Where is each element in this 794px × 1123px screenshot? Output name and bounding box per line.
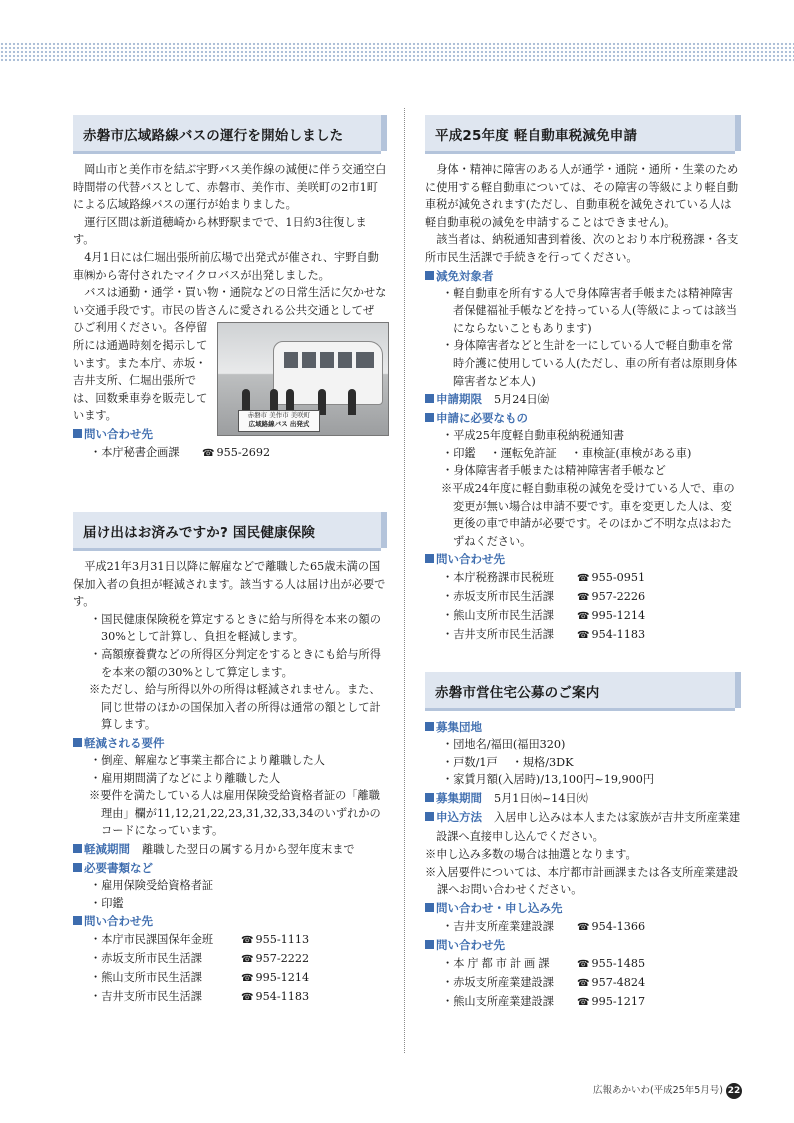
contact-row: ・本庁都市計画課 ☎ 955-1485 xyxy=(425,954,741,973)
bus-departure-photo xyxy=(217,322,389,436)
square-bullet-icon xyxy=(425,793,434,802)
housing-group-item: ・家賃月額(入居時)/13,100円~19,900円 xyxy=(442,773,655,787)
right-column xyxy=(425,115,741,1011)
period-text: 5月1日㈬~14日㈫ xyxy=(494,792,588,806)
tel-number: 954-1183 xyxy=(255,990,310,1004)
square-bullet-icon xyxy=(425,940,434,949)
square-bullet-icon xyxy=(425,812,434,821)
label-text: 申請期限 xyxy=(436,392,482,407)
tel-number: 995-1217 xyxy=(591,994,646,1008)
square-bullet-icon xyxy=(425,554,434,563)
square-bullet-icon xyxy=(425,413,434,422)
contact-name: 熊山支所産業建設課 xyxy=(453,994,554,1008)
bullet-text: 雇用期間満了などにより離職した人 xyxy=(101,771,281,785)
bullet-text: 平成25年度軽自動車税納税通知書 xyxy=(453,429,625,443)
housing-group-label xyxy=(425,718,741,736)
phone-icon: ☎ xyxy=(241,992,254,1004)
housing-inquiry-label xyxy=(425,936,741,954)
tax-inquiry-label xyxy=(425,550,741,568)
health-note-2: ※要件を満たしている人は雇用保険受給資格者証の「離職理由」欄が11,12,21,22,23,31,32,33,34のいずれかのコードになっています。 xyxy=(89,789,381,838)
tax-need-label xyxy=(425,409,741,427)
tel-number: 955-0951 xyxy=(591,571,646,585)
bus-paragraph-4b: ひご利用ください。各停留所には通過時刻を掲示しています。また本庁、赤坂・吉井支所、仁堀出張所では、回数乗車券を販売しています。 xyxy=(73,321,208,423)
bullet-text: 印鑑 xyxy=(453,446,476,460)
contact-name: 赤坂支所産業建設課 xyxy=(453,975,554,989)
bus-window xyxy=(320,352,334,368)
tax-target-bullet: ・軽自動車を所有する人で身体障害者手帳または精神障害者保健福祉手帳などを持っている人(等級によっては該当にならないこともあります) xyxy=(442,286,738,335)
contact-tel xyxy=(577,917,645,937)
label-text: 問い合わせ先 xyxy=(84,426,153,441)
phone-icon: ☎ xyxy=(241,973,254,985)
contact-tel xyxy=(241,968,309,988)
contact-row: ・吉井支所産業建設課 ☎ 954-1366 xyxy=(425,917,741,936)
tel-number: 957-2222 xyxy=(255,952,310,966)
contact-name: 赤坂支所市民生活課 xyxy=(101,952,202,966)
contact-tel xyxy=(577,954,645,974)
deadline-text: 5月24日㈮ xyxy=(494,393,549,407)
housing-note-2: ※入居要件については、本庁都市計画課または各支所産業建設課へお問い合わせください。 xyxy=(425,865,739,897)
tax-target-bullet: ・身体障害者などと生計を一にしている人で軽自動車を常時介護に使用している人(ただし、車の所有者は原則身体障害者など本人) xyxy=(442,339,738,388)
contact-name: 本庁都市計画課 xyxy=(453,956,553,970)
page-number: 22 xyxy=(726,1083,742,1099)
bus-paragraph-3: 4月1日には仁堀出張所前広場で出発式が催され、宇野自動車㈱から寄付されたマイクロバスが出発しました。 xyxy=(73,250,379,282)
contact-tel xyxy=(577,568,645,588)
page-footer xyxy=(593,1082,742,1099)
tel-number: 957-4824 xyxy=(591,975,646,989)
bullet-text: 家賃月額(入居時)/13,100円~19,900円 xyxy=(453,773,655,787)
tel-number: 995-1214 xyxy=(591,609,646,623)
health-paragraph-1: 平成21年3月31日以降に解雇などで離職した65歳未満の国保加入者の負担が軽減されます。該当する人は届け出が必要です。 xyxy=(73,560,386,609)
contact-tel xyxy=(241,987,309,1007)
bullet-text: 雇用保険受給資格者証 xyxy=(101,878,214,892)
footer-publication: 広報あかいわ(平成25年5月号) xyxy=(592,1085,723,1096)
square-bullet-icon xyxy=(425,722,434,731)
contact-name: 吉井支所市民生活課 xyxy=(101,990,202,1004)
contact-row: ・熊山支所市民生活課 ☎ 995-1214 xyxy=(425,606,741,625)
bus-section-title: 赤磐市広域路線バスの運行を開始しました xyxy=(83,128,344,144)
tax-target-label xyxy=(425,267,741,285)
health-section-title: 届け出はお済みですか? 国民健康保険 xyxy=(83,525,316,541)
housing-period-label xyxy=(425,789,741,808)
label-text: 募集期間 xyxy=(436,791,482,806)
contact-tel xyxy=(241,930,309,950)
phone-icon: ☎ xyxy=(577,573,590,585)
bus-section xyxy=(73,115,387,470)
contact-row: ・熊山支所市民生活課 ☎ 995-1214 xyxy=(73,968,387,987)
tax-deadline-label xyxy=(425,390,741,409)
bullet-text: 規格/3DK xyxy=(522,755,574,769)
left-column xyxy=(73,115,387,1006)
tax-need-item: ・平成25年度軽自動車税納税通知書 xyxy=(442,429,625,443)
top-dotted-band xyxy=(0,42,794,62)
contact-tel xyxy=(241,949,309,969)
health-inquiry-label xyxy=(73,912,387,930)
tel-number: 954-1366 xyxy=(591,919,646,933)
bus-paragraph-4a: バスは通勤・通学・買い物・通院などの日常生活に欠かせない交通手段です。市民の皆さんに愛される公共交通としてぜ xyxy=(73,286,387,317)
ceremony-banner xyxy=(238,410,320,432)
bullet-text: 団地名/福田(福田320) xyxy=(453,738,566,752)
bullet-text: 倒産、解雇など事業主都合により離職した人 xyxy=(101,753,325,767)
tel-number: 955-1113 xyxy=(255,933,310,947)
contact-row: ・熊山支所産業建設課 ☎ 995-1217 xyxy=(425,992,741,1011)
phone-icon: ☎ xyxy=(577,977,590,989)
contact-row: ・赤坂支所市民生活課 ☎ 957-2222 xyxy=(73,949,387,968)
phone-icon: ☎ xyxy=(241,954,254,966)
square-bullet-icon xyxy=(425,903,434,912)
bullet-text: 運転免許証 xyxy=(500,446,557,460)
housing-group-item: ・戸数/1戸 ・規格/3DK xyxy=(442,755,574,769)
contact-name: 熊山支所市民生活課 xyxy=(101,971,202,985)
contact-tel xyxy=(202,443,270,463)
label-text: 問い合わせ先 xyxy=(436,552,505,567)
health-doc-item: ・雇用保険受給資格者証 xyxy=(90,878,214,892)
square-bullet-icon xyxy=(425,394,434,403)
health-req-label xyxy=(73,734,387,752)
contact-row: ・吉井支所市民生活課 ☎ 954-1183 xyxy=(425,625,741,644)
label-text: 必要書類など xyxy=(84,860,153,875)
tax-need-item: ・印鑑 ・運転免許証 ・車検証(車検がある車) xyxy=(442,446,692,460)
tax-need-item: ・身体障害者手帳または精神障害者手帳など xyxy=(442,464,666,478)
contact-name: 本庁市民課国保年金班 xyxy=(101,933,214,947)
tel-number: 955-2692 xyxy=(216,445,271,459)
contact-name: 本庁秘書企画課 xyxy=(101,445,180,459)
contact-name: 本庁税務課市民税班 xyxy=(453,571,554,585)
tax-paragraph-1: 身体・精神に障害のある人が通学・通院・通所・生業のために使用する軽自動車については、その障害の等級により軽自動車税が減免されます(ただし、自動車税を減免されている人は軽自動車税の減免を申請することはできません)。 xyxy=(425,163,739,229)
bullet-text: 身体障害者手帳または精神障害者手帳など xyxy=(453,464,666,478)
health-note-1: ※ただし、給与所得以外の所得は軽減されません。また、同じ世帯のほかの国保加入者の所得は通常の額として計算します。 xyxy=(89,683,381,732)
square-bullet-icon xyxy=(73,863,82,872)
health-bullet: ・国民健康保険税を算定するときに給与所得を本来の額の30%として計算し、負担を軽減します。 xyxy=(90,612,381,644)
contact-row: ・赤坂支所市民生活課 ☎ 957-2226 xyxy=(425,587,741,606)
tax-section-title: 平成25年度 軽自動車税減免申請 xyxy=(435,128,638,144)
bullet-text: 高額療養費などの所得区分判定をするときにも給与所得を本来の額の30%として算定します。 xyxy=(101,647,381,679)
contact-name: 吉井支所産業建設課 xyxy=(453,919,554,933)
bullet-text: 軽自動車を所有する人で身体障害者手帳または精神障害者保健福祉手帳などを持っている人(等級によっては該当にならないこともあります) xyxy=(453,286,738,335)
housing-section-title: 赤磐市営住宅公募のご案内 xyxy=(435,685,600,702)
person-figure xyxy=(348,389,356,415)
label-text: 軽減期間 xyxy=(84,841,130,856)
phone-icon: ☎ xyxy=(577,958,590,970)
bullet-text: 身体障害者などと生計を一にしている人で軽自動車を常時介護に使用している人(ただし、車の所有者は原則身体障害者など本人) xyxy=(453,339,738,388)
tel-number: 954-1183 xyxy=(591,628,646,642)
phone-icon: ☎ xyxy=(577,630,590,642)
health-doc-item: ・印鑑 xyxy=(90,896,124,910)
contact-tel xyxy=(577,973,645,993)
tel-number: 955-1485 xyxy=(591,956,646,970)
tax-section-header xyxy=(425,115,741,151)
contact-tel xyxy=(577,587,645,607)
phone-icon: ☎ xyxy=(577,592,590,604)
health-section-header xyxy=(73,512,387,548)
tel-number: 995-1214 xyxy=(255,971,310,985)
tax-note: ※平成24年度に軽自動車税の減免を受けている人で、車の変更が無い場合は申請不要です。車を変更した人は、変更後の車で申請が必要です。そのほかご不明な点はおたずねください。 xyxy=(441,481,735,548)
tel-number: 957-2226 xyxy=(591,590,646,604)
square-bullet-icon xyxy=(73,429,82,438)
square-bullet-icon xyxy=(73,916,82,925)
bullet-text: 戸数/1戸 xyxy=(453,755,498,769)
phone-icon: ☎ xyxy=(202,447,215,459)
square-bullet-icon xyxy=(73,738,82,747)
column-divider xyxy=(404,108,405,1053)
label-text: 軽減される要件 xyxy=(84,735,165,750)
phone-icon: ☎ xyxy=(577,921,590,933)
contact-row: ・赤坂支所産業建設課 ☎ 957-4824 xyxy=(425,973,741,992)
period-text: 離職した翌日の属する月から翌年度末まで xyxy=(142,842,355,856)
health-docs-label xyxy=(73,859,387,877)
contact-tel xyxy=(577,625,645,645)
banner-line-1: 赤磐市 美作市 美咲町 xyxy=(247,411,311,419)
apply-text: 入居申し込みは本人または家族が吉井支所産業建設課へ直接申し込んでください。 xyxy=(436,811,741,844)
bus-window xyxy=(356,352,374,368)
health-period-label xyxy=(73,840,387,859)
label-text: 問い合わせ先 xyxy=(436,937,505,952)
bus-section-header xyxy=(73,115,387,151)
square-bullet-icon xyxy=(73,844,82,853)
housing-group-item: ・団地名/福田(福田320) xyxy=(442,738,566,752)
phone-icon: ☎ xyxy=(241,935,254,947)
bus-window xyxy=(302,352,316,368)
housing-note-1: ※申し込み多数の場合は抽選となります。 xyxy=(425,848,637,862)
contact-name: 吉井支所市民生活課 xyxy=(453,628,554,642)
health-section xyxy=(73,512,387,1006)
bus-paragraph-2: 運行区間は新道穂崎から林野駅までで、1日約3往復します。 xyxy=(73,215,367,247)
bullet-text: 印鑑 xyxy=(101,896,124,910)
health-req-bullet: ・雇用期間満了などにより離職した人 xyxy=(90,771,281,785)
banner-line-2: 広域路線バス 出発式 xyxy=(248,420,310,428)
phone-icon: ☎ xyxy=(577,996,590,1008)
bus-window xyxy=(338,352,352,368)
bus-window xyxy=(284,352,298,368)
phone-icon: ☎ xyxy=(577,611,590,623)
health-bullet: ・高額療養費などの所得区分判定をするときにも給与所得を本来の額の30%として算定します。 xyxy=(90,647,381,679)
housing-section-header xyxy=(425,672,741,708)
contact-tel xyxy=(577,992,645,1012)
contact-name: 赤坂支所市民生活課 xyxy=(453,590,554,604)
label-text: 申請に必要なもの xyxy=(436,411,528,426)
label-text: 問い合わせ先 xyxy=(84,914,153,929)
bullet-text: 車検証(車検がある車) xyxy=(581,446,692,460)
contact-tel xyxy=(577,606,645,626)
square-bullet-icon xyxy=(425,271,434,280)
housing-inq-apply-label xyxy=(425,899,741,917)
contact-row: ・本庁税務課市民税班 ☎ 955-0951 xyxy=(425,568,741,587)
contact-name: 熊山支所市民生活課 xyxy=(453,609,554,623)
contact-row: ・本庁市民課国保年金班 ☎ 955-1113 xyxy=(73,930,387,949)
housing-section xyxy=(425,672,741,1011)
bus-paragraph-1: 岡山市と美作市を結ぶ宇野バス美作線の減便に伴う交通空白時間帯の代替バスとして、赤磐市、美作市、美咲町の2市1町による広域路線バスの運行が始まりました。 xyxy=(73,163,387,212)
label-text: 問い合わせ・申し込み先 xyxy=(436,900,563,915)
health-req-bullet: ・倒産、解雇など事業主都合により離職した人 xyxy=(90,753,325,767)
bullet-text: 国民健康保険税を算定するときに給与所得を本来の額の30%として計算し、負担を軽減します。 xyxy=(101,612,381,644)
housing-apply-label xyxy=(425,808,741,846)
tax-section xyxy=(425,115,741,644)
label-text: 申込方法 xyxy=(436,810,482,825)
contact-row: ・吉井支所市民生活課 ☎ 954-1183 xyxy=(73,987,387,1006)
label-text: 減免対象者 xyxy=(436,268,494,283)
label-text: 募集団地 xyxy=(436,720,482,735)
contact-row: ・本庁秘書企画課 ☎ 955-2692 xyxy=(73,443,387,462)
tax-paragraph-2: 該当者は、納税通知書到着後、次のとおり本庁税務課・各支所市民生活課で手続きを行ってください。 xyxy=(425,233,739,264)
